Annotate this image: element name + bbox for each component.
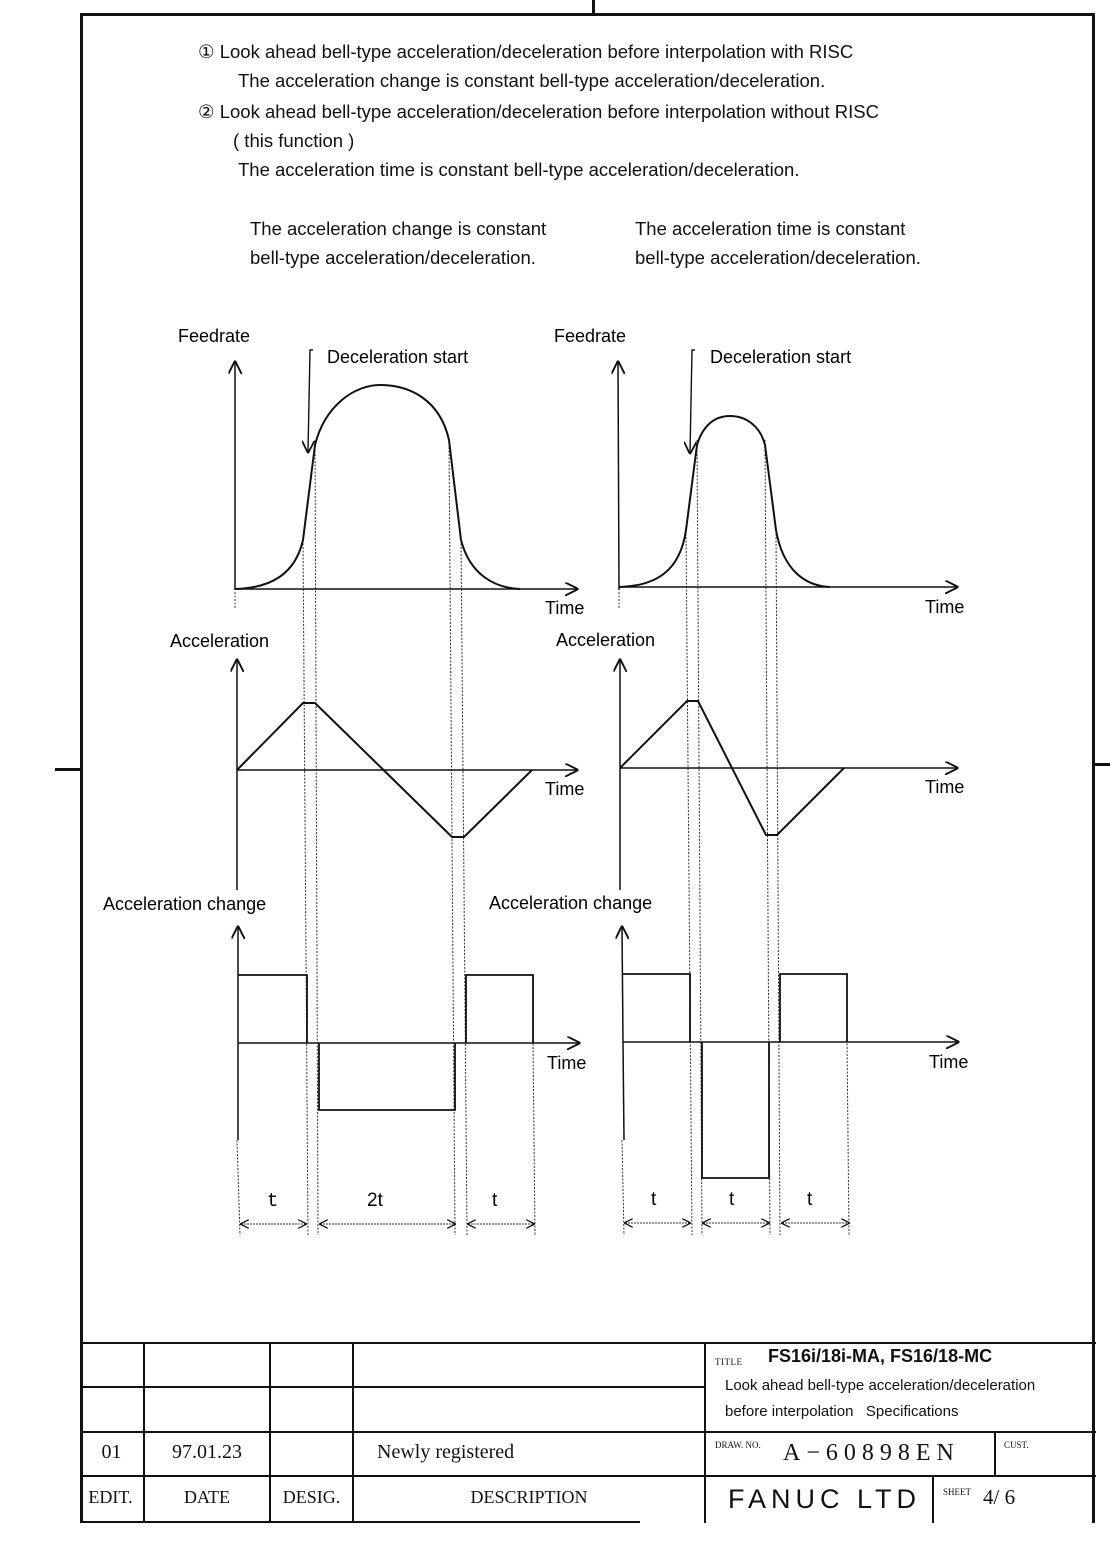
decel-start-label: Deceleration start [710, 347, 852, 367]
guide-line [303, 540, 308, 1235]
draw-no: A−60898EN [783, 1440, 960, 1466]
header-desig: DESIG. [282, 1487, 341, 1507]
interval-label: t [267, 1190, 279, 1212]
guide-line [686, 530, 692, 1235]
tb-line [80, 1386, 706, 1388]
feedrate-curve [619, 416, 830, 587]
feedrate-curve [235, 385, 520, 589]
guide-line [315, 440, 318, 1235]
acceleration-label: Acceleration [170, 631, 270, 651]
revision-edit: 01 [101, 1441, 122, 1463]
guide-line [776, 530, 780, 1235]
tb-line [704, 1342, 706, 1523]
guide-line [461, 540, 467, 1235]
item2-title: Look ahead bell-type acceleration/deceleration before interpolation without RISC [219, 101, 879, 122]
jerk-segment-negative [702, 1042, 769, 1178]
title-main [768, 1346, 992, 1367]
time-label: Time [925, 777, 965, 797]
decel-start-label: Deceleration start [327, 347, 469, 367]
jerk-y-axis [622, 927, 623, 1042]
header-edit: EDIT. [88, 1487, 133, 1507]
feedrate-label: Feedrate [554, 326, 627, 346]
revision-description: Newly registered [377, 1441, 515, 1463]
feedrate-label: Feedrate [178, 326, 251, 346]
title-label: TITLE [715, 1357, 743, 1367]
item1-marker: ① [198, 41, 215, 62]
jerk-segment-positive [466, 975, 533, 1043]
draw-no-label: DRAW. NO. [715, 1440, 761, 1450]
time-label: Time [929, 1052, 969, 1072]
title-line-2: Look ahead bell-type acceleration/deceleration [725, 1377, 1036, 1394]
caption-right-2: bell-type acceleration/deceleration. [635, 247, 921, 268]
caption-left-2: bell-type acceleration/deceleration. [250, 247, 536, 268]
left-guide-lines [235, 440, 535, 1235]
jerk-segment-positive [238, 975, 307, 1043]
title-line-3: before interpolation Specifications [725, 1403, 959, 1420]
title-main-text: FS16i/18i-MA, FS16/18-MC [768, 1346, 993, 1366]
tb-line [932, 1475, 934, 1523]
header-description: DESCRIPTION [470, 1487, 588, 1507]
item1-title: Look ahead bell-type acceleration/deceleration before interpolation with RISC [219, 41, 854, 62]
revision-date: 97.01.23 [172, 1441, 242, 1463]
acceleration-label: Acceleration [556, 630, 656, 650]
tb-line [80, 1431, 1096, 1433]
caption-right-1: The acceleration time is constant [635, 218, 906, 239]
decel-start-arrow [308, 350, 313, 452]
tb-line [80, 1475, 1096, 1477]
jerk-segment-negative [319, 1043, 455, 1110]
interval-label: 2t [367, 1190, 383, 1211]
interval-label: t [729, 1189, 735, 1210]
right-guide-lines [619, 440, 849, 1235]
tb-line [994, 1431, 996, 1476]
cust-label: CUST. [1004, 1440, 1029, 1450]
interval-label: t [807, 1189, 813, 1210]
item1-desc: The acceleration change is constant bell-type acceleration/deceleration. [238, 70, 826, 91]
item2-desc: The acceleration time is constant bell-type acceleration/deceleration. [238, 159, 800, 180]
time-label: Time [545, 598, 585, 618]
item2-marker: ② [198, 101, 215, 122]
caption-left-1: The acceleration change is constant [250, 218, 547, 239]
time-label: Time [547, 1053, 587, 1073]
item2-note: ( this function ) [233, 130, 355, 151]
interval-label: t [492, 1190, 498, 1211]
guide-line [237, 1140, 240, 1235]
guide-line [847, 1040, 849, 1235]
tb-line [80, 1521, 640, 1523]
time-label: Time [545, 779, 585, 799]
decel-start-arrow [690, 350, 695, 453]
time-label: Time [925, 597, 965, 617]
acceleration-change-label: Acceleration change [103, 894, 267, 914]
company-name: FANUC LTD [728, 1484, 922, 1514]
jerk-segment-positive [623, 974, 690, 1042]
header-date: DATE [184, 1487, 230, 1507]
left-panel [103, 326, 586, 1235]
feedrate-y-axis [618, 362, 619, 590]
interval-label: t [651, 1189, 657, 1210]
tb-line [80, 1342, 1096, 1344]
guide-line [533, 1040, 535, 1235]
guide-line [622, 1140, 624, 1235]
jerk-y-axis-lower [623, 1042, 624, 1140]
acceleration-change-label: Acceleration change [489, 893, 653, 913]
sheet-number: 4/ 6 [983, 1485, 1016, 1509]
jerk-segment-positive [780, 974, 847, 1042]
sheet-label: SHEET [943, 1487, 971, 1497]
